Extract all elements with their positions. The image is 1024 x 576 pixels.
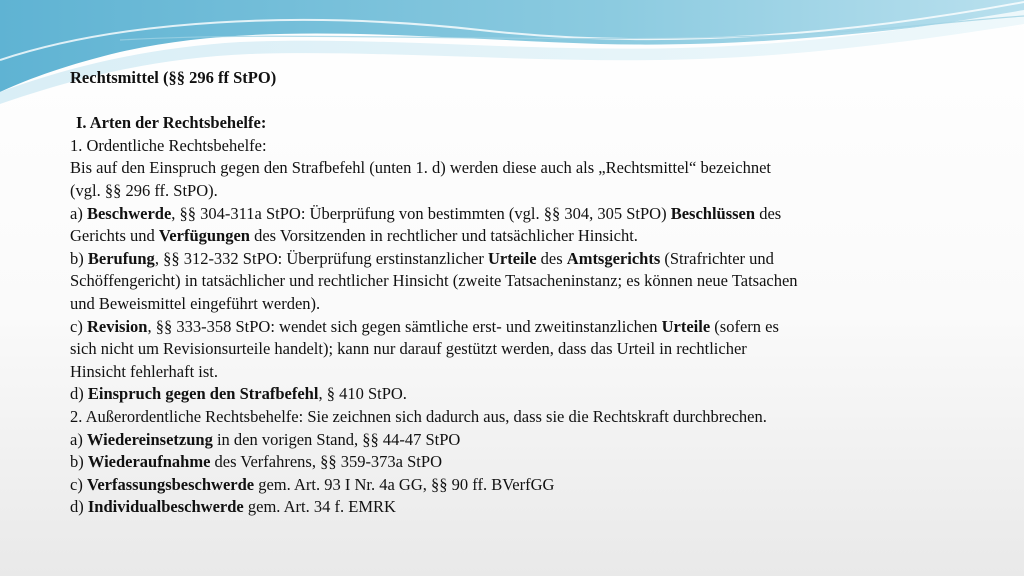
item-berufung-line2: Schöffengericht) in tatsächlicher und rechtlicher Hinsicht (zweite Tatsacheninstanz; es können neue Tatsachen xyxy=(70,271,798,291)
term-beschluessen: Beschlüssen xyxy=(670,203,756,223)
item-revision: c) Revision, §§ 333-358 StPO: wendet sich gegen sämtliche erst- und zweitinstanzlichen Urteile (sofern es xyxy=(70,316,779,336)
ordinary-remedies-intro-line2: (vgl. §§ 296 ff. StPO). xyxy=(70,180,218,200)
item-wiederaufnahme: b) Wiederaufnahme des Verfahrens, §§ 359-373a StPO xyxy=(70,452,442,472)
term-berufung: Berufung xyxy=(87,248,155,268)
term-verfassungsbeschwerde: Verfassungsbeschwerde xyxy=(86,474,255,494)
term-urteile: Urteile xyxy=(487,248,537,268)
item-revision-line3: Hinsicht fehlerhaft ist. xyxy=(70,361,219,381)
term-verfuegungen: Verfügungen xyxy=(158,226,250,246)
slide-title: Rechtsmittel (§§ 296 ff StPO) xyxy=(70,68,277,87)
slide-content xyxy=(70,67,950,519)
item-einspruch: d) Einspruch gegen den Strafbefehl, § 410 StPO. xyxy=(70,384,407,404)
term-revision: Revision xyxy=(86,316,148,336)
term-amtsgerichts: Amtsgerichts xyxy=(566,248,661,268)
term-individualbeschwerde: Individualbeschwerde xyxy=(87,497,244,517)
item-individualbeschwerde: d) Individualbeschwerde gem. Art. 34 f. EMRK xyxy=(70,497,396,517)
ordinary-remedies-label: 1. Ordentliche Rechtsbehelfe: xyxy=(70,135,267,155)
item-wiedereinsetzung: a) Wiedereinsetzung in den vorigen Stand, §§ 44-47 StPO xyxy=(70,429,461,449)
extraordinary-remedies-label: 2. Außerordentliche Rechtsbehelfe: Sie zeichnen sich dadurch aus, dass sie die Rechtskraft durchbrechen. xyxy=(70,406,767,426)
section-heading: I. Arten der Rechtsbehelfe: xyxy=(76,113,267,133)
item-berufung: b) Berufung, §§ 312-332 StPO: Überprüfung erstinstanzlicher Urteile des Amtsgerichts (Strafrichter und xyxy=(70,248,774,268)
ordinary-remedies-intro-line1: Bis auf den Einspruch gegen den Strafbefehl (unten 1. d) werden diese auch als „Rechtsmittel“ bezeichnet xyxy=(70,158,771,178)
term-wiedereinsetzung: Wiedereinsetzung xyxy=(86,429,213,449)
item-revision-line2: sich nicht um Revisionsurteile handelt); kann nur darauf gestützt werden, dass das Urteil in rechtlicher xyxy=(70,339,747,359)
item-berufung-line3: und Beweismittel eingeführt werden). xyxy=(70,293,321,313)
term-einspruch: Einspruch gegen den Strafbefehl xyxy=(87,384,319,404)
item-beschwerde-cont: Gerichts und Verfügungen des Vorsitzenden in rechtlicher und tatsächlicher Hinsicht. xyxy=(70,226,638,246)
term-beschwerde: Beschwerde xyxy=(86,203,172,223)
item-verfassungsbeschwerde: c) Verfassungsbeschwerde gem. Art. 93 I Nr. 4a GG, §§ 90 ff. BVerfGG xyxy=(70,474,555,494)
spacer xyxy=(70,90,950,113)
term-wiederaufnahme: Wiederaufnahme xyxy=(87,452,211,472)
item-beschwerde: a) Beschwerde, §§ 304-311a StPO: Überprüfung von bestimmten (vgl. §§ 304, 305 StPO) Beschlüssen des xyxy=(70,203,782,223)
term-urteile-2: Urteile xyxy=(661,316,711,336)
